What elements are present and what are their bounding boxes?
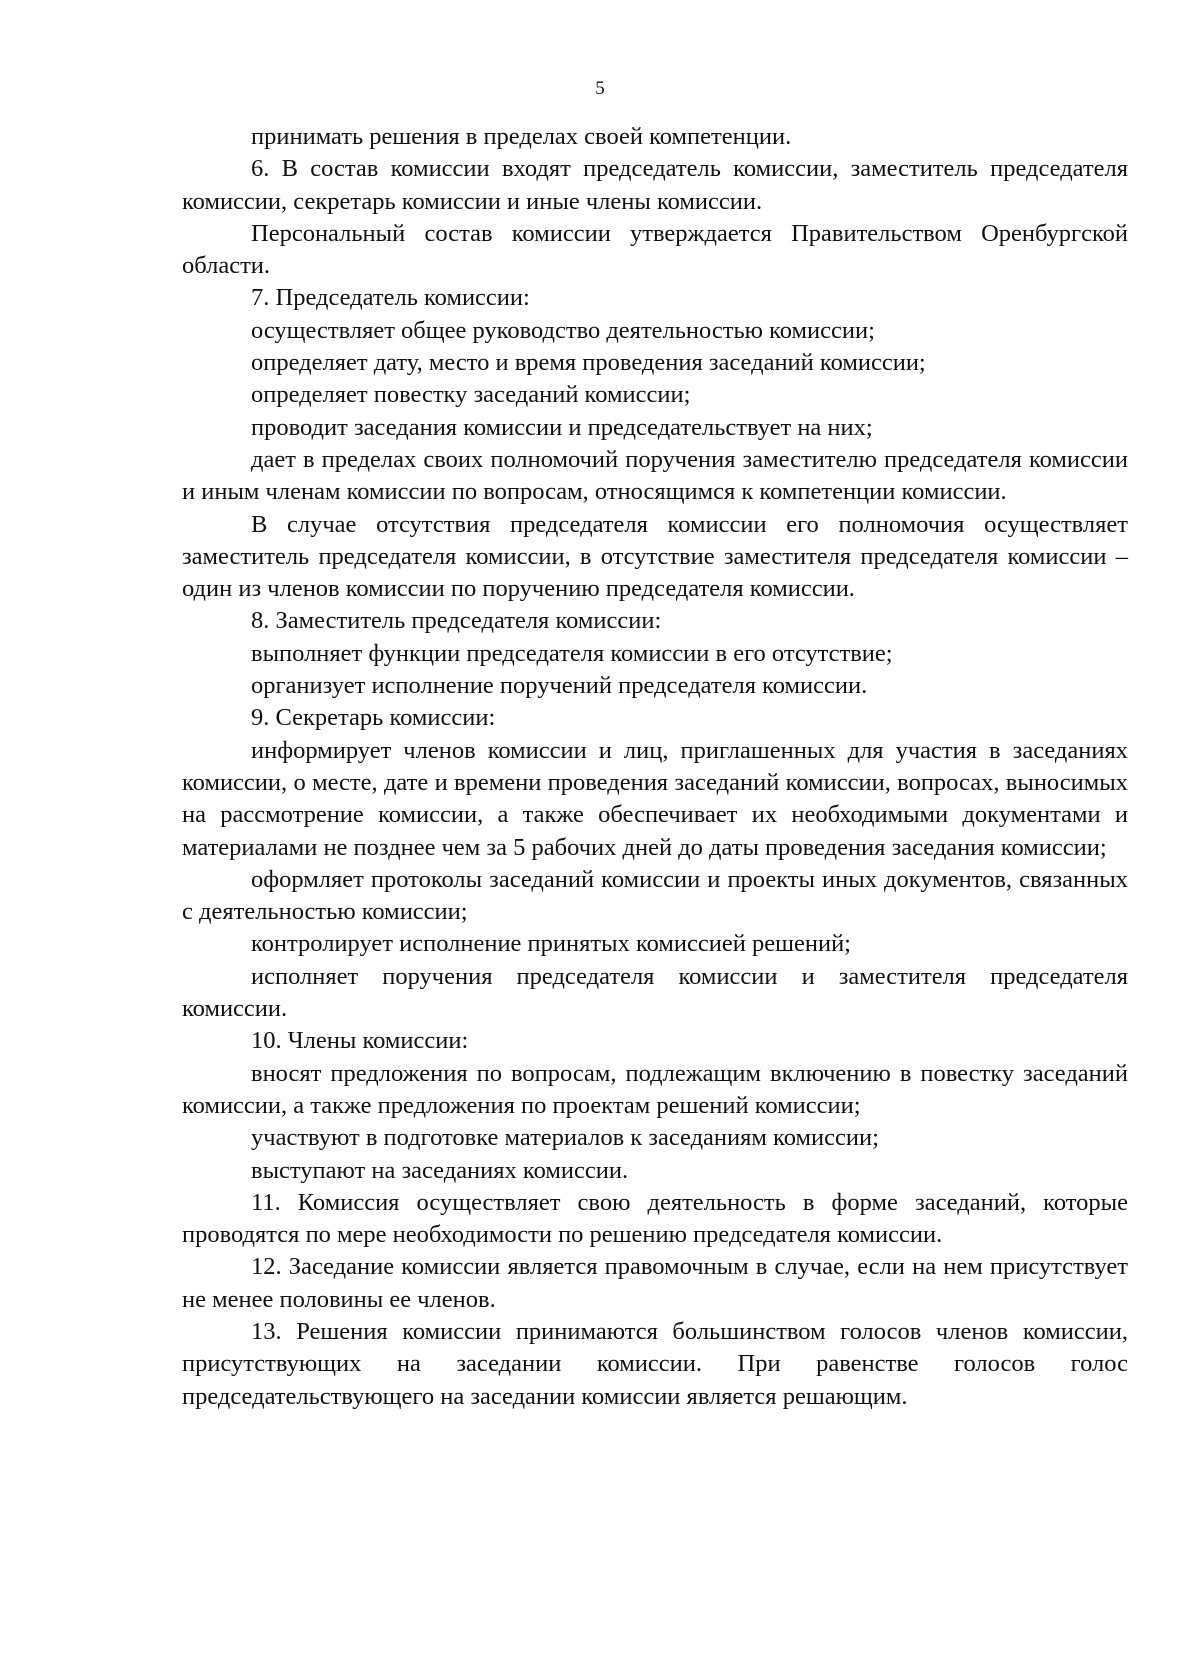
paragraph: исполняет поручения председателя комиссии и заместителя председателя комиссии. [182,962,1128,1023]
paragraph: оформляет протоколы заседаний комиссии и проекты иных документов, связанных с деятельностью комиссии; [182,865,1128,926]
paragraph: Персональный состав комиссии утверждается Правительством Оренбургской области. [182,219,1128,280]
paragraph: В случае отсутствия председателя комиссии его полномочия осуществляет заместитель председателя комиссии, в отсутствие заместителя председателя комиссии – один из членов комиссии по поручению председателя комиссии. [182,510,1128,603]
paragraph: принимать решения в пределах своей компетенции. [251,123,792,150]
paragraph: выступают на заседаниях комиссии. [251,1156,629,1184]
paragraph: контролирует исполнение принятых комиссией решений; [251,930,851,958]
paragraph: определяет повестку заседаний комиссии; [251,381,691,409]
paragraph: организует исполнение поручений председателя комиссии. [251,672,868,700]
paragraph: проводит заседания комиссии и председательствует на них; [251,413,873,441]
paragraph: осуществляет общее руководство деятельностью комиссии; [251,316,875,344]
paragraph: 11. Комиссия осуществляет свою деятельность в форме заседаний, которые проводятся по мере необходимости по решению председателя комиссии. [182,1188,1128,1249]
paragraph: 6. В состав комиссии входят председатель комиссии, заместитель председателя комиссии, секретарь комиссии и иные члены комиссии. [182,155,1128,215]
paragraph: вносят предложения по вопросам, подлежащим включению в повестку заседаний комиссии, а также предложения по проектам решений комиссии; [182,1059,1128,1119]
paragraph: информирует членов комиссии и лиц, приглашенных для участия в заседаниях комиссии, о месте, дате и времени проведения заседаний комиссии, вопросах, выносимых на рассмотрение комиссии, а также обеспечивает их необходимыми документами и материалами не позднее чем за 5 рабочих дней до даты проведения заседания комиссии; [182,736,1128,861]
document-body [182,121,1128,1413]
paragraph: 7. Председатель комиссии: [251,284,530,312]
paragraph: 12. Заседание комиссии является правомочным в случае, если на нем присутствует не менее половины ее членов. [182,1253,1128,1313]
paragraph: определяет дату, место и время проведения заседаний комиссии; [251,349,926,377]
paragraph: 10. Члены комиссии: [251,1027,469,1055]
paragraph: 13. Решения комиссии принимаются большинством голосов членов комиссии, присутствующих на заседании комиссии. При равенстве голосов голос председательствующего на заседании комиссии является решающим. [182,1317,1128,1410]
paragraph: участвуют в подготовке материалов к заседаниям комиссии; [251,1124,879,1152]
paragraph: 9. Секретарь комиссии: [251,704,496,732]
paragraph: 8. Заместитель председателя комиссии: [251,607,662,635]
paragraph: дает в пределах своих полномочий поручения заместителю председателя комиссии и иным членам комиссии по вопросам, относящимся к компетенции комиссии. [182,445,1128,506]
paragraph: выполняет функции председателя комиссии в его отсутствие; [251,639,893,667]
page-number: 5 [595,78,605,99]
